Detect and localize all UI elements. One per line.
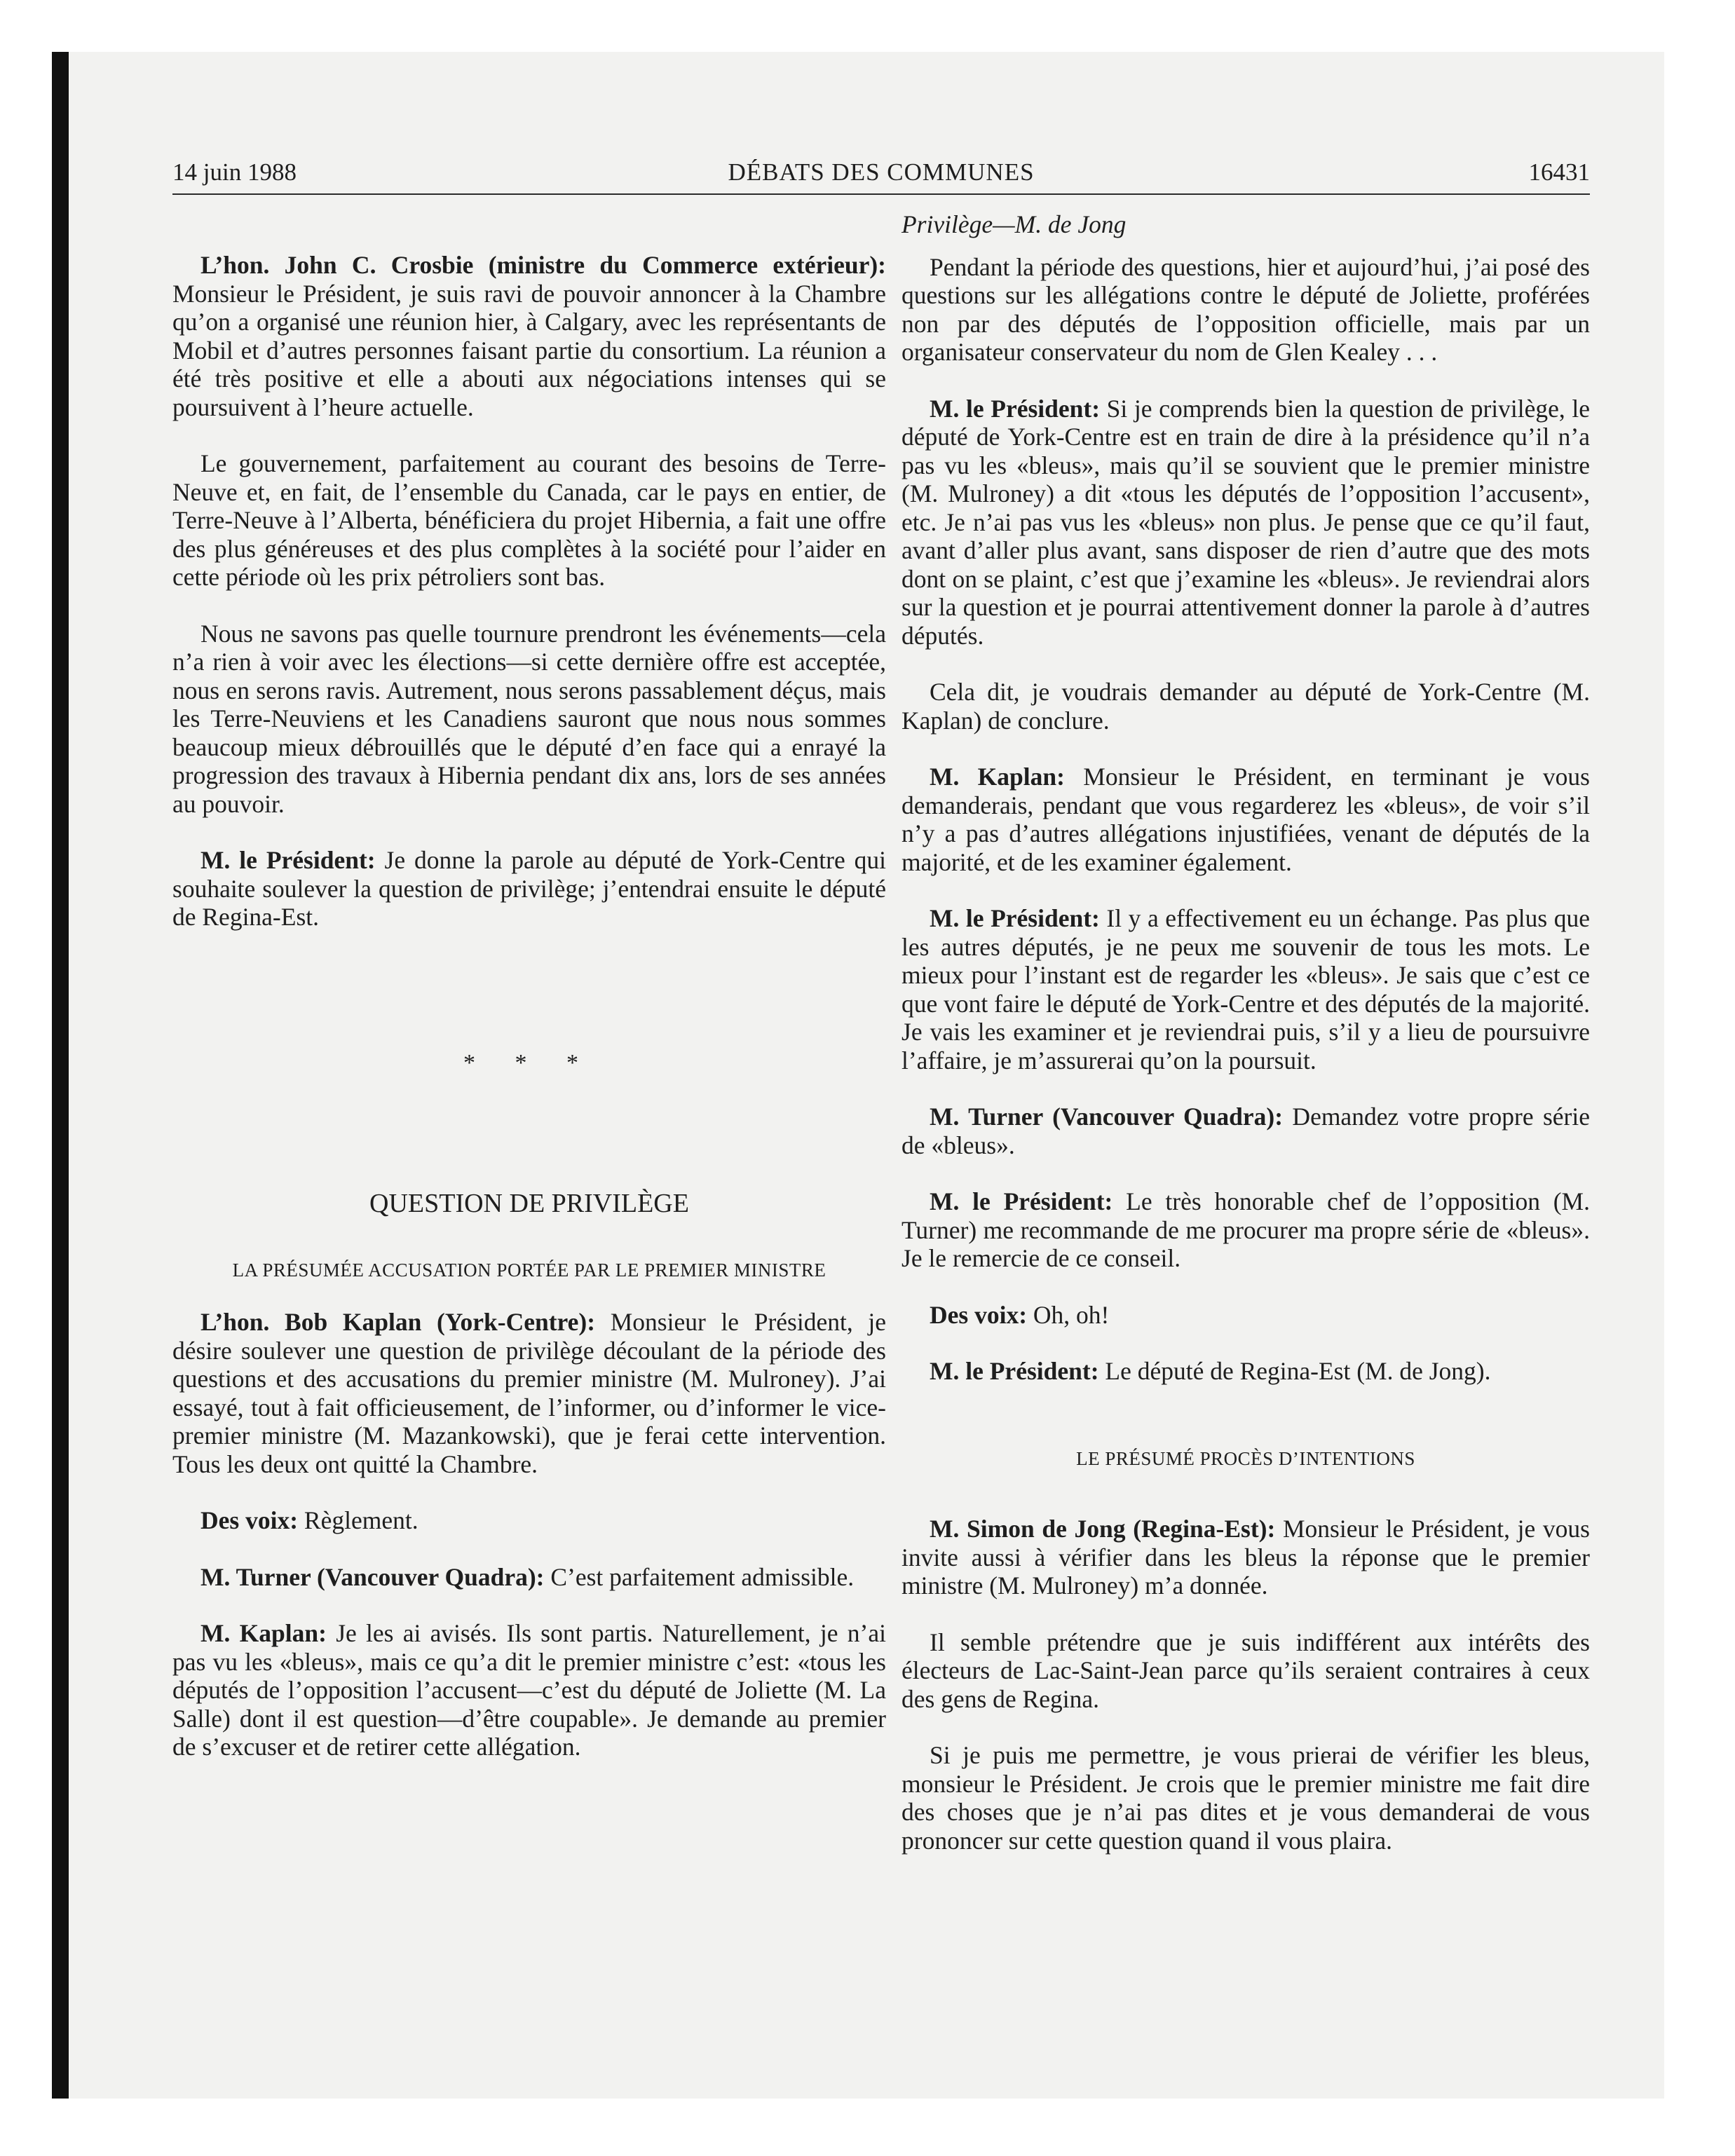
speaker-name: M. le Président: [930, 904, 1100, 932]
speech-text: Règlement. [298, 1506, 419, 1534]
speaker-name: Des voix: [200, 1506, 299, 1534]
speech-text: Monsieur le Président, en terminant je vous demanderais, pendant que vous regarderez les «bleus», de voir s’il n’y a pas d’autres allégations injustifiées, venant de députés de la majorité, et de les examiner également. [901, 763, 1590, 876]
paragraph-gouvernement: Le gouvernement, parfaitement au courant des besoins de Terre-Neuve et, en fait, de l’ensemble du Canada, car le pays en entier, de Terre-Neuve à l’Alberta, bénéficiera du projet Hibernia, a fait une offre des plus généreuses et des plus complètes à la société pour l’aider en cette période où les prix pétroliers sont bas. [172, 449, 886, 591]
speaker-name: Des voix: [930, 1300, 1028, 1329]
speech-text: Monsieur le Président, je vous invite aussi à vérifier dans les bleus la réponse que le premier ministre (M. Mulroney) m’a donnée. [901, 1515, 1590, 1599]
paragraph-kaplan-3 [901, 763, 1590, 876]
header-page-number: 16431 [1528, 158, 1590, 186]
paragraph-turner-2 [901, 1103, 1590, 1159]
left-column [172, 210, 886, 1761]
speaker-name: M. le Président: [930, 1187, 1113, 1215]
running-head: Privilège—M. de Jong [901, 210, 1127, 238]
scan-binding-edge [52, 52, 69, 2099]
speaker-name: M. le Président: [930, 1357, 1099, 1385]
speaker-name: M. Turner (Vancouver Quadra): [200, 1562, 545, 1591]
speech-text: Le député de Regina-Est (M. de Jong). [1098, 1357, 1491, 1385]
speech-text: Je donne la parole au député de York-Centre qui souhaite soulever la question de privilège; j’entendrai ensuite le député de Regina-Est. [172, 846, 886, 931]
paragraph-president-3 [901, 904, 1590, 1074]
paragraph-verifier: Si je puis me permettre, je vous prierai de vérifier les bleus, monsieur le Président. Je crois que le premier ministre me fait dire des choses que je n’ai pas dites et je vous demanderai de vous prononcer sur cette question quand il vous plaira. [901, 1741, 1590, 1855]
paragraph-crosbie [172, 251, 886, 421]
speech-text: Je les ai avisés. Ils sont partis. Naturellement, je n’ai pas vu les «bleus», mais ce qu’a dit le premier ministre c’est: «tous les députés de l’opposition l’accusent—c’est du député de Joliette (M. La Salle) dont il est question—d’être coupable». Je demande au premier de s’excuser et de retirer cette allégation. [172, 1619, 886, 1761]
section-separator: * * * [463, 1049, 595, 1076]
paragraph-kaplan-1 [172, 1308, 886, 1478]
speaker-name: M. Kaplan: [930, 763, 1065, 791]
speech-text: Monsieur le Président, je désire soulever une question de privilège découlant de la période des questions et des accusations du premier ministre (M. Mulroney). J’ai essayé, tout à fait officieusement, de l’informer, ou d’informer le vice-premier ministre (M. Mazankowski), que je ferai cette intervention. Tous les deux ont quitté la Chambre. [172, 1308, 886, 1478]
right-column [901, 210, 1590, 1855]
paragraph-turner-1 [172, 1563, 886, 1592]
paragraph-cela-dit: Cela dit, je voudrais demander au député de York-Centre (M. Kaplan) de conclure. [901, 678, 1590, 735]
paragraph-de-jong [901, 1515, 1590, 1600]
section-title: QUESTION DE PRIVILÈGE [369, 1189, 689, 1218]
speaker-name: L’hon. Bob Kaplan (York-Centre): [200, 1308, 596, 1336]
paragraph-kaplan-2 [172, 1619, 886, 1761]
speech-text: Il y a effectivement eu un échange. Pas plus que les autres députés, je ne peux me souvenir de tous les mots. Le mieux pour l’instant est de regarder les «bleus». Je sais que c’est ce que vont faire le député de York-Centre et des députés de la majorité. Je vais les examiner et je reviendrai puis, s’il y a lieu de poursuivre l’affaire, je m’assurerai qu’on la poursuit. [901, 904, 1590, 1074]
speaker-name: M. Turner (Vancouver Quadra): [930, 1103, 1284, 1131]
speech-text: Le très honorable chef de l’opposition (M. Turner) me recommande de me procurer ma propre série de «bleus». Je le remercie de ce conseil. [901, 1187, 1591, 1272]
paragraph-kealey: Pendant la période des questions, hier et aujourd’hui, j’ai posé des questions sur les allégations contre le député de Joliette, proférées non par des députés de l’opposition officielle, mais par un organisateur conservateur du nom de Glen Kealey . . . [901, 252, 1590, 366]
speaker-name: M. le Président: [930, 394, 1101, 423]
speaker-name: L’hon. John C. Crosbie (ministre du Commerce extérieur): [200, 251, 886, 279]
paragraph-president-2 [901, 395, 1590, 650]
speech-text: Oh, oh! [1027, 1300, 1110, 1329]
paragraph-president-1 [172, 846, 886, 932]
page-header [172, 158, 1590, 195]
paragraph-indifferent: Il semble prétendre que je suis indifférent aux intérêts des électeurs de Lac-Saint-Jean parce qu’ils seraient contraires à ceux des gens de Regina. [901, 1628, 1590, 1713]
paragraph-president-5 [901, 1357, 1590, 1386]
speaker-name: M. le Président: [200, 846, 376, 874]
speech-text: Si je comprends bien la question de privilège, le député de York-Centre est en train de dire à la présidence qu’il n’a pas vu les «bleus», mais qu’il se souvient que le premier ministre (M. Mulroney) a dit «tous les députés de l’opposition l’accusent», etc. Je n’ai pas vus les «bleus» non plus. Je pense que ce qu’il faut, avant d’aller plus avant, sans disposer de rien d’autre que des mots dont on se plaint, c’est que j’examine les «bleus». Je reviendrai alors sur la question et je pourrai attentivement donner la parole à d’autres députés. [901, 394, 1591, 650]
paragraph-tournure: Nous ne savons pas quelle tournure prendront les événements—cela n’a rien à voir avec les élections—si cette dernière offre est acceptée, nous en serons ravis. Autrement, nous serons passablement déçus, mais les Terre-Neuviens et les Canadiens sauront que nous nous sommes beaucoup mieux débrouillés que le député d’en face qui a enrayé la progression des travaux à Hibernia pendant dix ans, lors de ses années au pouvoir. [172, 619, 886, 818]
subsection-heading: LA PRÉSUMÉE ACCUSATION PORTÉE PAR LE PREMIER MINISTRE [232, 1259, 826, 1281]
header-title: DÉBATS DES COMMUNES [728, 158, 1035, 186]
speaker-name: M. Kaplan: [200, 1619, 327, 1647]
speech-text: Demandez votre propre série de «bleus». [901, 1103, 1590, 1159]
subsection-heading: LE PRÉSUMÉ PROCÈS D’INTENTIONS [1076, 1447, 1415, 1469]
paragraph-des-voix-2 [901, 1301, 1590, 1330]
speech-text: Monsieur le Président, je suis ravi de pouvoir annoncer à la Chambre qu’on a organisé une réunion hier, à Calgary, avec les représentants de Mobil et d’autres personnes faisant partie du consortium. La réunion a été très positive et elle a abouti aux négociations intenses qui se poursuivent à l’heure actuelle. [172, 279, 886, 421]
header-date: 14 juin 1988 [172, 158, 297, 186]
speaker-name: M. Simon de Jong (Regina-Est): [930, 1515, 1276, 1543]
paragraph-des-voix-1 [172, 1506, 886, 1535]
paragraph-president-4 [901, 1187, 1590, 1273]
speech-text: C’est parfaitement admissible. [544, 1562, 855, 1591]
